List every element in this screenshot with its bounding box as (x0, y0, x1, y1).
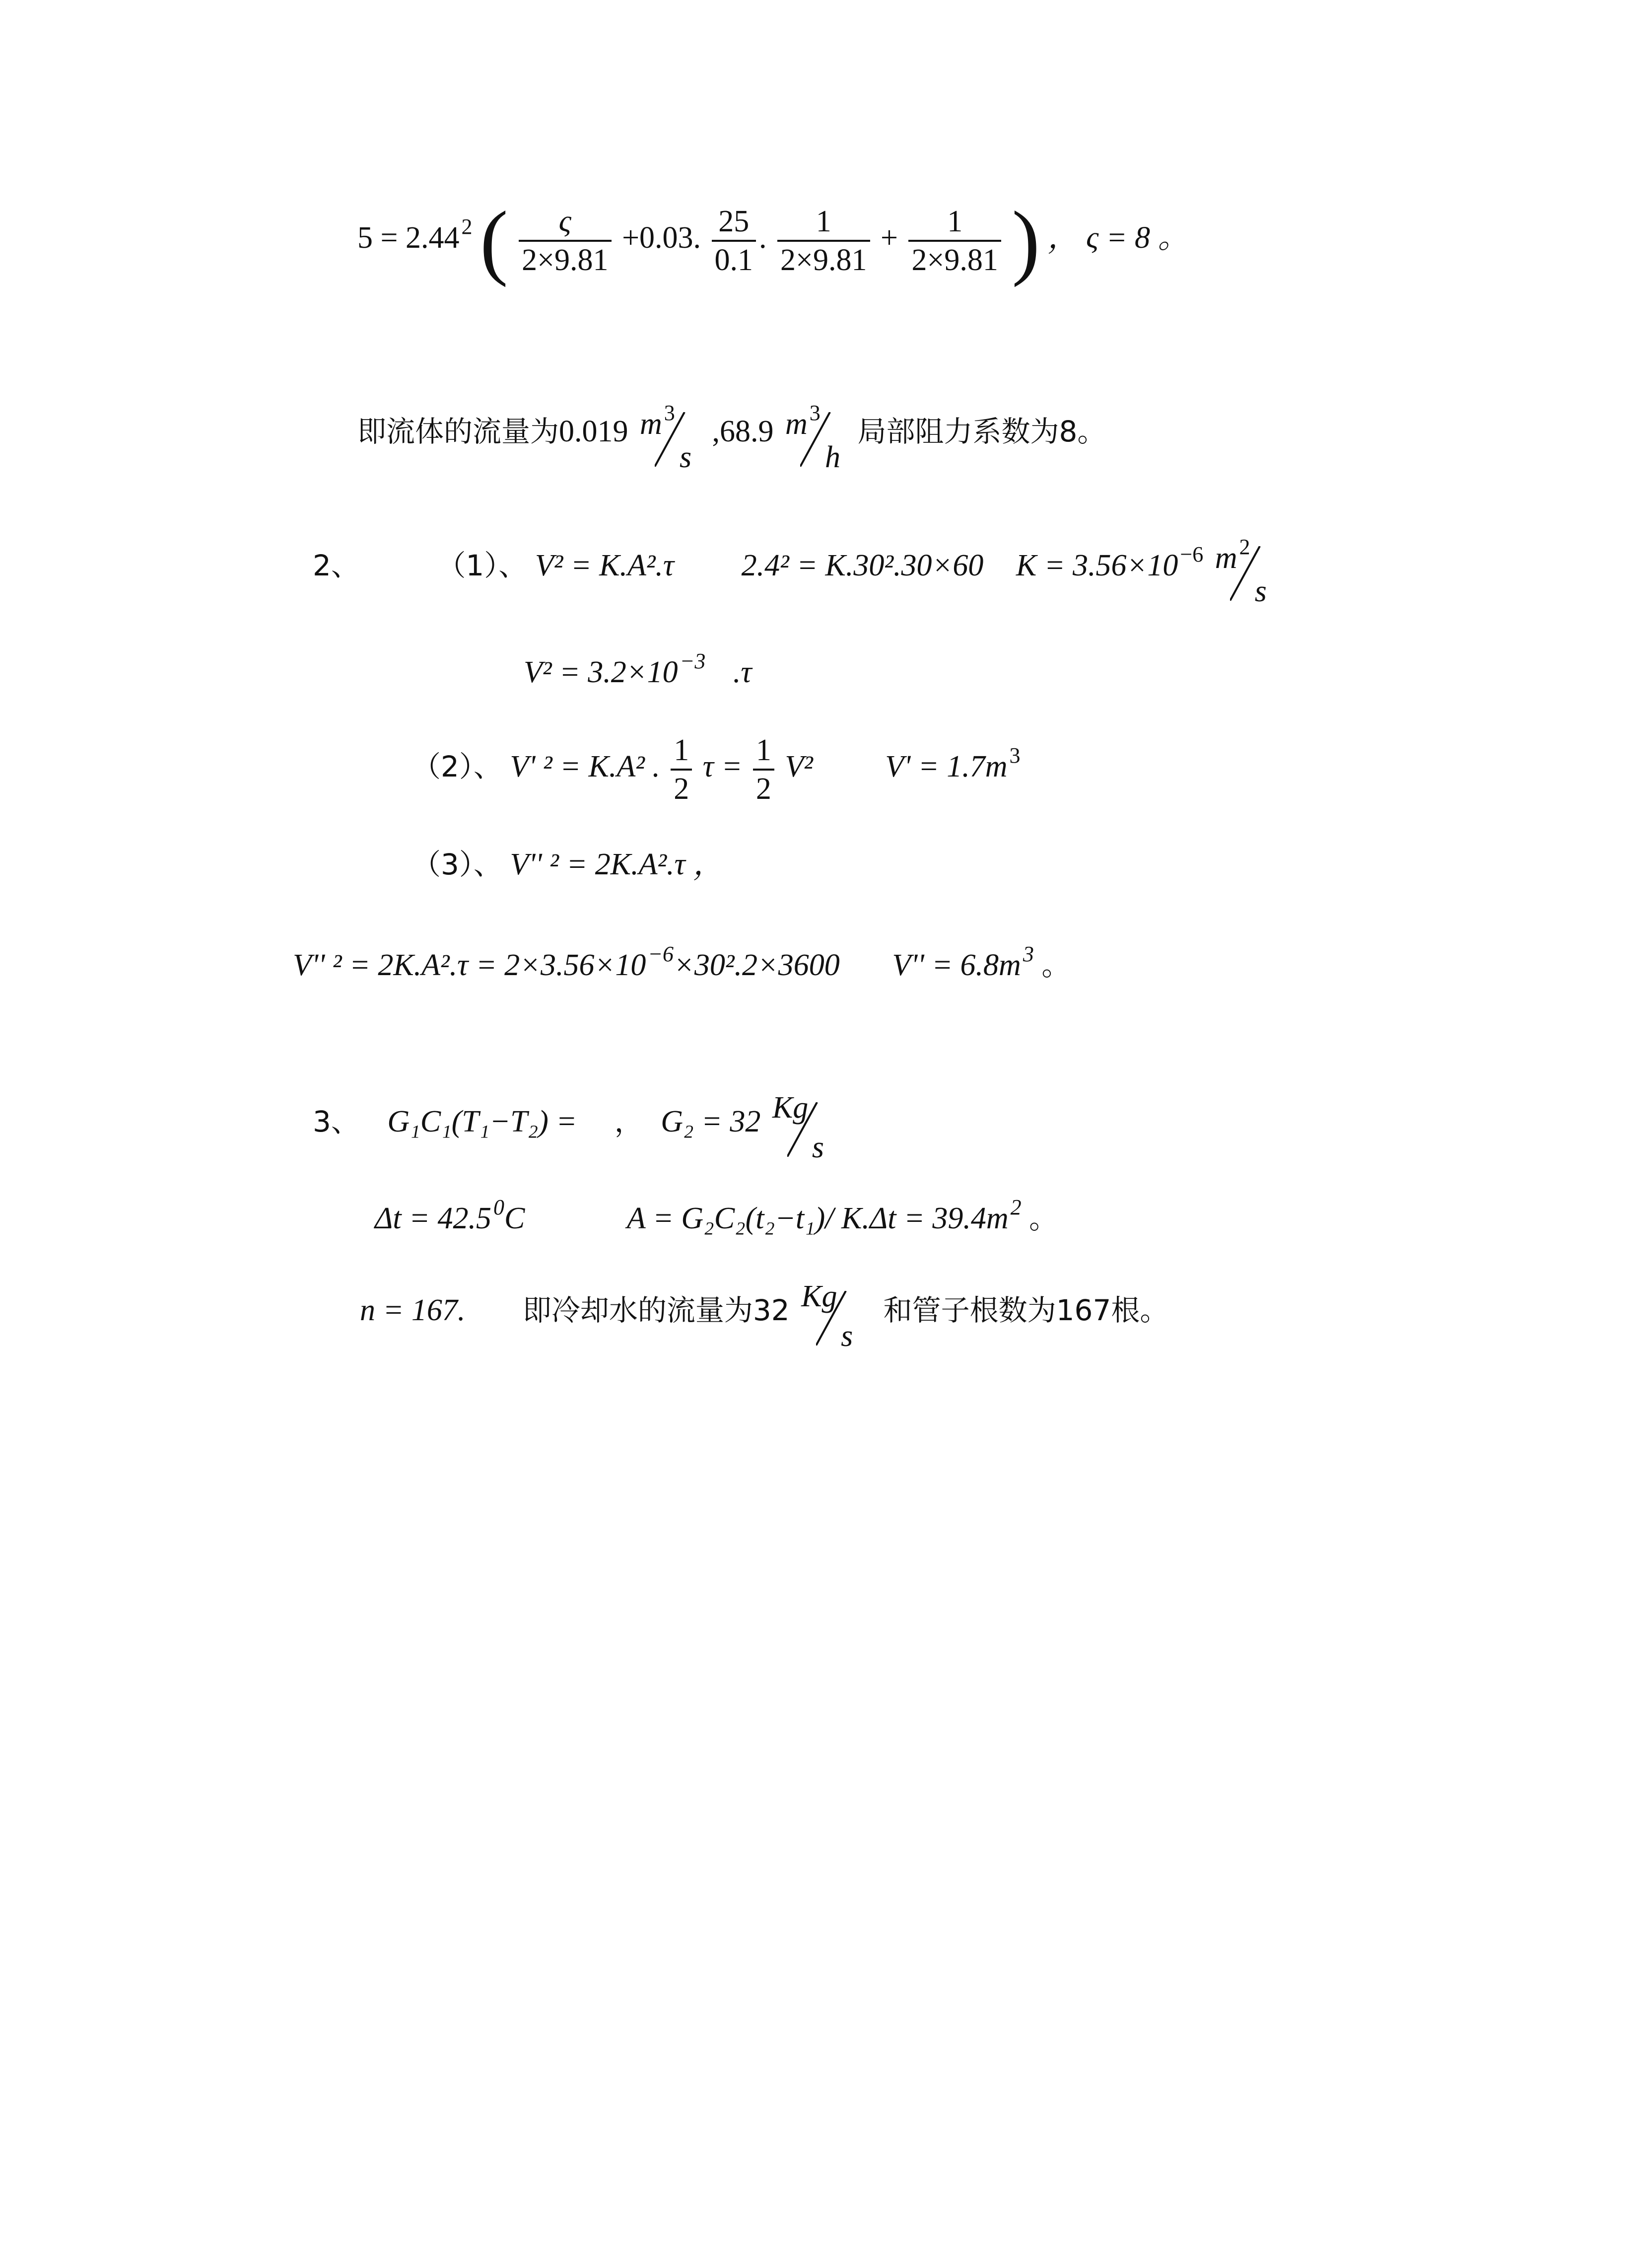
q2-part1-eq: V² = K.A².τ (535, 549, 675, 583)
q3-line2: $\Delta t = 42.5^0C$ A = G₂C₂(t₂−t₁)/ $K.\Delta t = 39.4m^2$ 。 (375, 1195, 1058, 1235)
q2-part3: （3）、 V'' ² = 2K.A².τ ， (412, 848, 724, 881)
eq-lhs: 5 = 2.44 (357, 221, 460, 255)
eq-mid: +0.03. (622, 221, 701, 255)
eq-tail: ， ς = 8 。 (1047, 221, 1189, 255)
left-paren: ( (479, 194, 508, 287)
q2-part1 (313, 535, 1280, 608)
q3-line3: n = 167. 即冷却水的流量为32 Kg s 和管子根数为167根。 (360, 1279, 1169, 1353)
unit-kg-per-s: Kg s (772, 1091, 824, 1164)
right-paren: ) (1012, 194, 1040, 287)
q2-part1-exp: −6 (1180, 542, 1204, 567)
eq-exponent: 2 (461, 214, 473, 239)
q2-part3-result: V'' = 6.8m (892, 948, 1021, 982)
zeta-equation: $5 = 2.44^2$ ( $\frac{\varsigma}{2\times 9.81}$ +0.03. $\frac{25}{0.1}$ . $\frac{1}{2\times 9.81}$ + $\frac{1}{2\times 9.81}$ ) ， ς = 8 。 (357, 194, 1189, 287)
summary-val1: 0.019 (559, 415, 628, 449)
q3-number: 3、 (313, 1105, 360, 1139)
summary-text-1: 即流体的流量为 (357, 415, 559, 449)
q2-part3-label: （3）、 (412, 848, 502, 881)
fraction-2: $\frac{25}{0.1}$ (712, 206, 756, 276)
q2-part2: （2）、 V' ² = K.A² . $\frac{1}{2}$ τ = $\frac{1}{2}$ V² $V' = 1.7m^3$ (412, 733, 1021, 806)
q2-part2-result: V' = 1.7m (885, 750, 1008, 784)
unit-m2-per-s: $m^2$ s (1215, 535, 1267, 608)
q2-line2: $V^2 = 3.2\times 10^{-3}$ .τ (524, 649, 752, 689)
fraction-4: $\frac{1}{2\times 9.81}$ (908, 206, 1001, 276)
q3-line1: 3、 G₁C₁(T₁−T₂) = ， G₂ = 32 Kg s (313, 1097, 847, 1152)
unit-kg-per-s-2: Kg s (801, 1279, 853, 1353)
q2-part1-calc: 2.4² = K.30².30×60 (741, 549, 984, 583)
unit-m3-per-h: $m^3$ h (785, 401, 841, 474)
summary-sep: ,68.9 (712, 415, 774, 449)
q2-part3-calc: V'' $^2 = 2K.A^2.\tau = 2\times 3.56\times 10^{-6}\times 30^2.2\times 3600$ $V'' = 6.8m^3$ 。 (293, 942, 1071, 982)
summary-text-2: 局部阻力系数为8。 (857, 415, 1106, 449)
q2-part2-label: （2）、 (412, 750, 502, 784)
unit-m3-per-s: $m^3$ s (640, 401, 692, 474)
fraction-1: $\frac{\varsigma}{2\times 9.81}$ (519, 206, 611, 276)
flow-summary (357, 401, 1106, 474)
q2-number: 2、 (313, 549, 360, 583)
q2-part1-label: （1）、 (437, 549, 528, 583)
fraction-3: $\frac{1}{2\times 9.81}$ (777, 206, 870, 276)
q2-part1-result: K = 3.56×10 (1016, 549, 1178, 583)
